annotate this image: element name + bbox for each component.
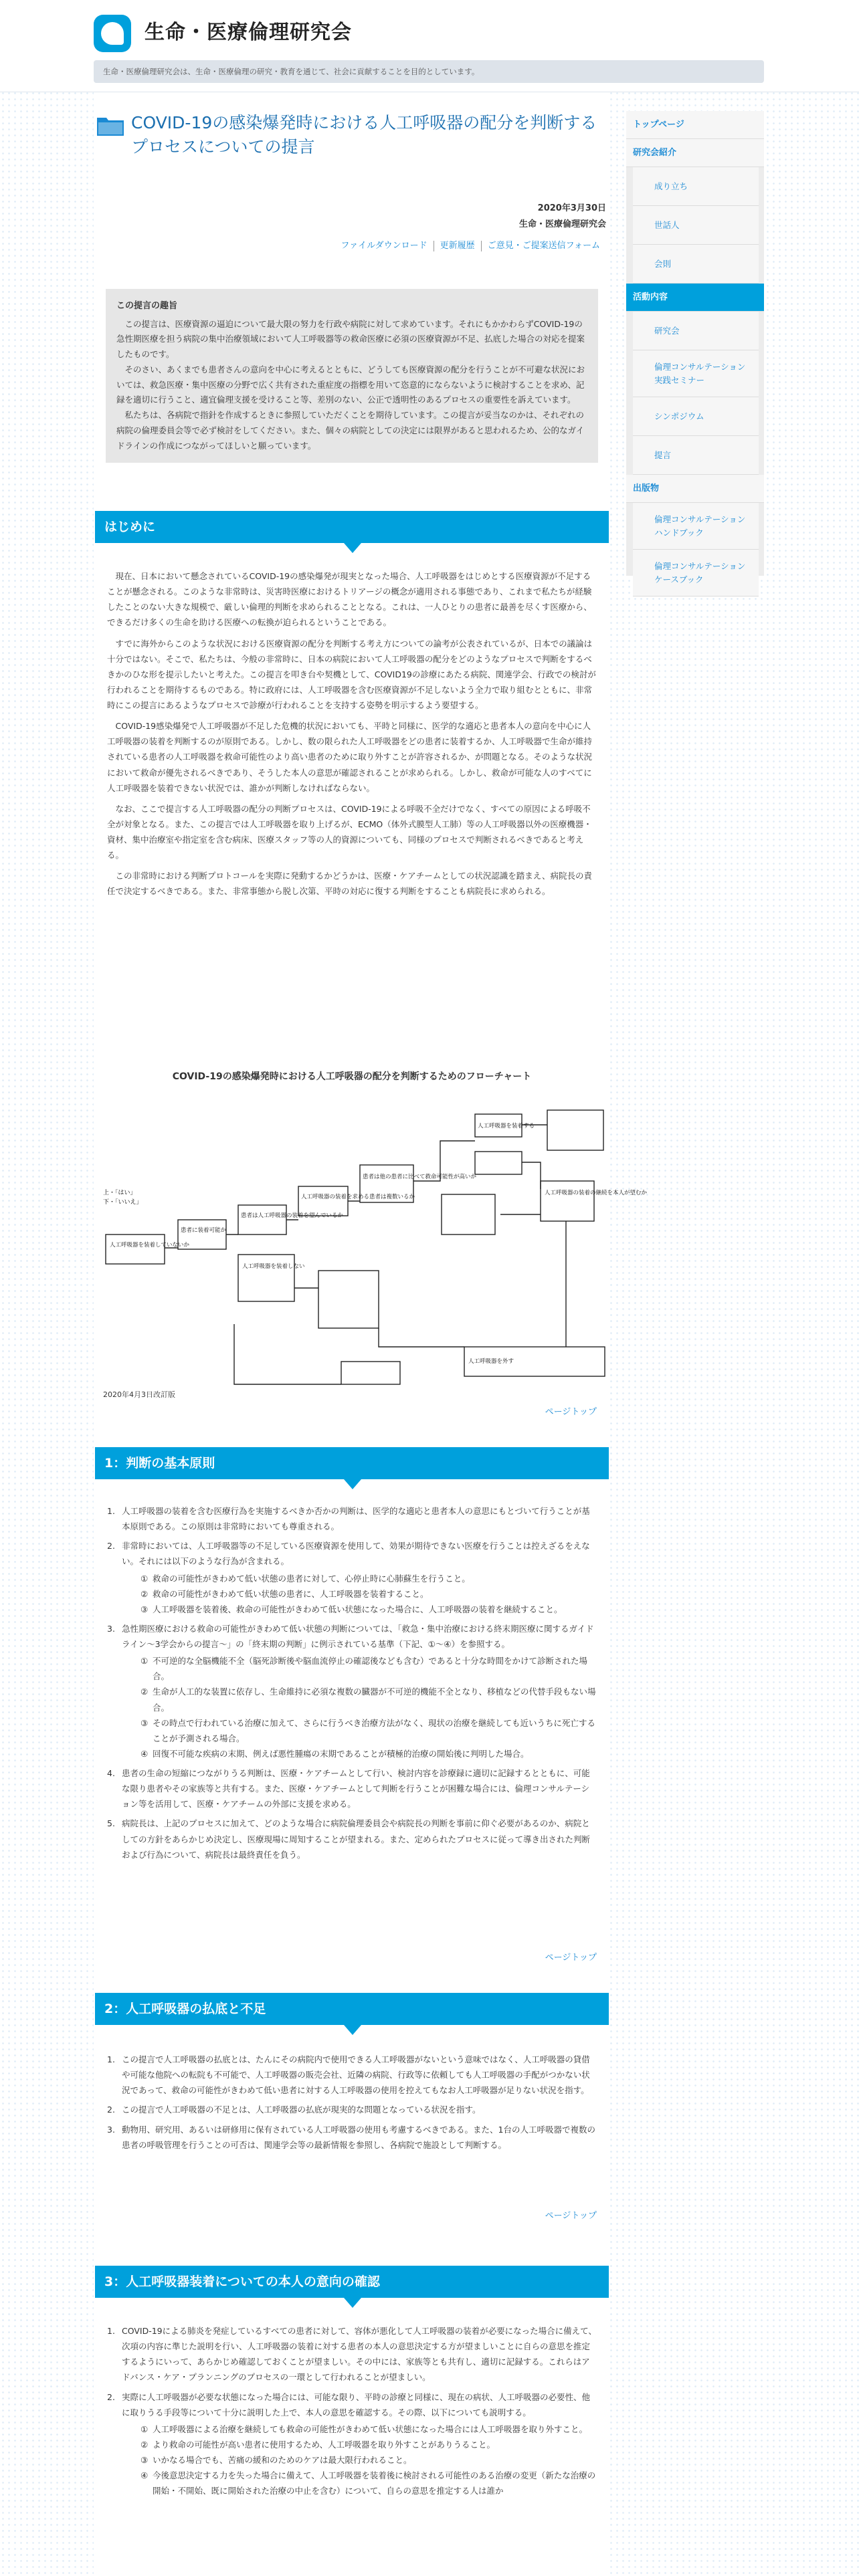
list-text: 非常時においては、人工呼吸器等の不足している医療資源を使用して、効果が期待できない医療を行うことは控えざるをえない。それには以下のような行為が含まれる。: [122, 1541, 590, 1567]
file-download-link[interactable]: ファイルダウンロード: [341, 241, 427, 251]
sub-list-number: ④: [140, 2470, 149, 2481]
list-text: COVID-19による肺炎を発症しているすべての患者に対して、容体が悪化して人工呼吸器の装着が必要になった場合に備えて、次項の内容に準じた説明を行い、人工呼吸器の装着に対する患者の本人の意思決定する方が望ましいことに自らの意思を推定するようにいって、あらかじめ確認しておくことが望ましい。その中には、家族等とも共有し、適切に記録する。これらはアドバンス・ケア・プランニングのプロセスの一環として行われることが望ましい。: [122, 2326, 597, 2383]
list-number: 5.: [107, 1818, 115, 1829]
consent-list: [107, 2323, 597, 2498]
list-text: この提言で人工呼吸器の不足とは、人工呼吸器の払底が現実的な問題となっている状況を指す。: [122, 2105, 481, 2115]
sidebar-section-1[interactable]: 研究会紹介: [626, 139, 764, 167]
list-item: [107, 2052, 597, 2098]
list-text: 動物用、研究用、あるいは研修用に保有されている人工呼吸器の使用も考慮するべきである。また、1台の人工呼吸器で複数の患者の呼吸管理を行うことの可否は、関連学会等の最新情報を参照し、各病院で施設として判断する。: [122, 2124, 595, 2150]
sidebar-item[interactable]: 倫理コンサルテーション実践セミナー: [633, 350, 759, 397]
sidebar-item[interactable]: シンポジウム: [633, 397, 759, 436]
list-text: この提言で人工呼吸器の払底とは、たんにその病院内で使用できる人工呼吸器がないという意味ではなく、人工呼吸器の貸借や可能な他院への転院も不可能で、人工呼吸器の販売会社、近隣の病院、行政等に依頼しても人工呼吸器の手配がつかない状況であって、救命の可能性がきわめて低い患者に対する人工呼吸器の使用を控えてもなお人工呼吸器が足りない状況を指す。: [122, 2054, 590, 2096]
list-item: [107, 1538, 597, 1617]
sub-list-number: ③: [140, 1717, 149, 1728]
sub-list-text: 人工呼吸器による治療を継続しても救命の可能性がきわめて低い状態になった場合には人工呼吸器を取り外すこと。: [153, 2424, 588, 2434]
flowchart-node: 人工呼吸器を外す: [468, 1358, 514, 1365]
site-logo[interactable]: [94, 15, 131, 52]
list-item: [107, 2102, 597, 2117]
paragraph: すでに海外からこのような状況における医療資源の配分を判断する考え方についての論考が公表されているが、日本での議論は十分ではない。そこで、私たちは、今般の非常時に、日本の病院において人工呼吸器の配分をどのようなプロセスで判断をするべきかのひな形を提示したいと考えた。この提言を叩き台や契機として、COVID19の診療にあたる病院、関連学会、行政での検討が行われることを期待するものである。特に政府には、人工呼吸器を含む医療資源が不足しないよう全力で取り組むとともに、非常時にこの提言にあるようなプロセスで診療が行われることを支持する姿勢を明示するよう要望する。: [107, 638, 596, 710]
sidebar-item[interactable]: 提言: [633, 436, 759, 475]
feedback-form-link[interactable]: ご意見・ご提案送信フォーム: [481, 241, 606, 251]
section-2-body: [107, 2052, 597, 2157]
list-item: [107, 1765, 597, 1812]
sub-list-number: ④: [140, 1748, 149, 1759]
list-text: 実際に人工呼吸器が必要な状態になった場合には、可能な限り、平時の診療と同様に、現在の病状、人工呼吸器の必要性、他に取りうる手段等について十分に説明した上で、本人の意思を確認する。その際、以下についても説明する。: [122, 2391, 591, 2418]
list-number: 2.: [107, 1541, 115, 1551]
abstract-paragraph: この提言は、医療資源の逼迫について最大限の努力を行政や病院に対して求めています。それにもかかわらずCOVID-19の急性期医療を担う病院の集中治療領域において人工呼吸器等の救命医療に必須の医療資源が不足、払底した場合の対応を提案したものです。: [116, 318, 585, 360]
flowchart-title: COVID-19の感染爆発時における人工呼吸器の配分を判断するためのフローチャート: [172, 1071, 532, 1082]
sub-list-item: [140, 1684, 597, 1715]
sub-list-number: ①: [140, 2424, 149, 2434]
sub-list-item: [140, 1586, 597, 1602]
sub-list-number: ①: [140, 1573, 149, 1584]
sub-list-item: [140, 2437, 597, 2452]
sidebar-nav: [626, 111, 764, 584]
list-number: 1.: [107, 2054, 115, 2064]
sub-list-item: [140, 1602, 597, 1617]
sub-list-item: [140, 1715, 597, 1746]
flowchart-node: 人工呼吸器の装着の継続を本人が望むか: [545, 1190, 648, 1196]
section-heading-intro: はじめに: [95, 511, 609, 543]
section-heading-3: 3：人工呼吸器装着についての本人の意向の確認: [95, 2266, 609, 2298]
list-item: [107, 2122, 597, 2153]
paragraph: COVID-19感染爆発で人工呼吸器が不足した危機的状況においても、平時と同様に、医学的な適応と患者本人の意向を中心に人工呼吸器の装着を判断するのが原則である。しかし、数の限られた人工呼吸器をどの患者に装着するか、人工呼吸器で生命が維持されている患者の人工呼吸器を救命可能性のより高い患者のために取り外すことが許容されるか、が問題となる。そのような状況において救命が優先されるべきであり、そうした本人の意思が確認されることが求められる。しかし、救命が可能な人のすべてに人工呼吸器を装着できない状況では、誰かが判断しなければならない。: [107, 721, 593, 793]
list-number: 1.: [107, 1506, 115, 1516]
sidebar-section-2[interactable]: 活動内容: [626, 284, 764, 312]
sub-list-text: 人工呼吸器を装着後、救命の可能性がきわめて低い状態になった場合に、人工呼吸器の装着を継続すること。: [153, 1604, 563, 1614]
sidebar-item[interactable]: 研究会: [633, 312, 759, 350]
paragraph: 現在、日本において懸念されているCOVID-19の感染爆発が現実となった場合、人工呼吸器をはじめとする医療資源が不足することが懸念される。このような非常時は、災害時医療におけるトリアージの概念が適用される事態であり、これまで私たちが経験したことのない大きな規模で、厳しい倫理的判断を求められることとなる。これは、一人ひとりの患者に最善を尽くす医療から、できるだけ多くの生命を助ける医療への転換が迫られるということである。: [107, 571, 592, 628]
sidebar-item[interactable]: 倫理コンサルテーションハンドブック: [633, 503, 759, 550]
site-header: [0, 0, 859, 92]
sub-list-item: [140, 1653, 597, 1684]
sidebar-section-0[interactable]: トップページ: [626, 111, 764, 139]
sub-list-item: [140, 2468, 597, 2498]
sub-list-item: [140, 1571, 597, 1586]
shortage-list: [107, 2052, 597, 2153]
list-number: 3.: [107, 2124, 115, 2135]
list-number: 3.: [107, 1623, 115, 1634]
abstract-box: [106, 289, 598, 463]
sub-list-text: 救命の可能性がきわめて低い状態の患者に、人工呼吸器を装着すること。: [153, 1588, 429, 1599]
flowchart-diagram: [100, 1087, 648, 1388]
sub-list-text: より救命の可能性が高い患者に使用するため、人工呼吸器を取り外すことがありうること。: [153, 2439, 496, 2450]
flowchart-node: 人工呼吸器を装着する: [478, 1123, 535, 1130]
list-text: 急性期医療における救命の可能性がきわめて低い状態の判断については、「救急・集中治療における終末期医療に関するガイドライン〜3学会からの提言〜」の「終末期の判断」に例示されている基準（下記、①〜④）を参照する。: [122, 1623, 594, 1649]
sub-list-number: ③: [140, 2455, 149, 2465]
flowchart-legend-no: 下・「いいえ」: [103, 1199, 142, 1206]
list-item: [107, 2323, 597, 2385]
flowchart-node: 人工呼吸器の装着を求める患者は複数いるか: [301, 1194, 415, 1200]
section-1-body: [107, 1503, 597, 1866]
sub-list-text: その時点で行われている治療に加えて、さらに行うべき治療方法がなく、現状の治療を継続しても近いうちに死亡することが予測される場合。: [153, 1717, 596, 1743]
sidebar-section-3[interactable]: 出版物: [626, 475, 764, 503]
sub-list-number: ②: [140, 1687, 149, 1697]
flowchart-node: 患者は他の患者に比べて救命可能性が高いか: [363, 1174, 477, 1180]
list-item: [107, 1816, 597, 1862]
sub-list-number: ②: [140, 1588, 149, 1599]
list-text: 患者の生命の短縮につながりうる判断は、医療・ケアチームとして行い、検討内容を診療録に適切に記録するとともに、可能な限り患者やその家族等と共有する。また、医療・ケアチームとして判断を行うことが困難な場合には、倫理コンサルテーション等を活用して、医療・ケアチームの外部に支援を求める。: [122, 1768, 590, 1810]
site-title[interactable]: 生命・医療倫理研究会: [145, 21, 352, 44]
intro-body: [107, 568, 597, 905]
section-heading-1: 1：判断の基本原則: [95, 1447, 609, 1479]
document-links: [335, 241, 606, 251]
list-item: [107, 1503, 597, 1534]
flowchart-node: 人工呼吸器を装着していないか: [110, 1242, 190, 1249]
page-top-link[interactable]: ページトップ: [545, 1407, 597, 1417]
sub-list-text: 生命が人工的な装置に依存し、生命維持に必須な複数の臓器が不可逆的機能不全となり、移植などの代替手段もない場合。: [153, 1687, 596, 1713]
list-text: 人工呼吸器の装着を含む医療行為を実施するべきか否かの判断は、医学的な適応と患者本人の意思にもとづいて行うことが基本原則である。この原則は非常時においても尊重される。: [122, 1506, 590, 1532]
abstract-paragraph: そのさい、あくまでも患者さんの意向を中心に考えるとともに、どうしても医療資源の配分を行うことが不可避な状況においては、救急医療・集中医療の分野で広く共有された重症度の指標を用いて恣意的にならないように検討することを求め、記録を適切に行うこと、適宜倫理支援を受けること等、差別のない、公正で透明性のあるプロセスの重要性を訴えています。: [116, 364, 585, 405]
list-item: [107, 1621, 597, 1761]
list-number: 4.: [107, 1768, 115, 1778]
page-title: COVID-19の感染爆発時における人工呼吸器の配分を判断するプロセスについての提言: [131, 113, 597, 156]
abstract-paragraph: 私たちは、各病院で指針を作成するときに参照していただくことを期待しています。この提言が妥当なのかは、それぞれの病院の倫理委員会等で必ず検討をしてください。また、個々の病院としての決定には限界があると思われるため、公的なガイドラインの作成につながってほしいと願っています。: [116, 410, 585, 451]
principles-list: [107, 1503, 597, 1862]
sub-list-text: 不可逆的な全脳機能不全（脳死診断後や脳血流停止の確認後なども含む）であると十分な時間をかけて診断された場合。: [153, 1656, 588, 1682]
section-3-body: [107, 2323, 597, 2502]
update-history-link[interactable]: 更新履歴: [434, 241, 481, 251]
site-tagline: 生命・医療倫理研究会は、生命・医療倫理の研究・教育を通じて、社会に貢献することを目的としています。: [94, 60, 764, 83]
page-top-link[interactable]: ページトップ: [545, 2211, 597, 2221]
list-number: 2.: [107, 2391, 115, 2402]
folder-icon: [96, 115, 124, 136]
author-org: 生命・医療倫理研究会: [518, 219, 606, 229]
list-number: 1.: [107, 2326, 115, 2336]
sidebar-item[interactable]: 成り立ち: [633, 167, 759, 206]
flowchart-revision-date: 2020年4月3日改訂版: [103, 1390, 175, 1399]
sidebar-item[interactable]: 世話人: [633, 206, 759, 245]
sub-list-item: [140, 1746, 597, 1761]
section-heading-2: 2：人工呼吸器の払底と不足: [95, 1993, 609, 2025]
sub-list-number: ②: [140, 2439, 149, 2450]
flowchart-node: 人工呼吸器を装着しない: [242, 1263, 305, 1270]
sub-list-number: ①: [140, 1656, 149, 1667]
list-number: 2.: [107, 2105, 115, 2115]
sidebar-item[interactable]: 倫理コンサルテーションケースブック: [633, 550, 759, 597]
sub-list-item: [140, 2452, 597, 2468]
abstract-title: この提言の趣旨: [116, 301, 178, 311]
publish-date: 2020年3月30日: [537, 203, 606, 213]
paragraph: この非常時における判断プロトコールを実際に発動するかどうかは、医療・ケアチームとしての状況認識を踏まえ、病院長の責任で決定するべきである。また、非常事態から脱し次第、平時の対応に復する判断をすることも病院長に求められる。: [107, 871, 593, 897]
list-item: [107, 2389, 597, 2499]
page-top-link[interactable]: ページトップ: [545, 1953, 597, 1963]
sub-list-text: 救命の可能性がきわめて低い状態の患者に対して、心停止時に心肺蘇生を行うこと。: [153, 1573, 470, 1584]
flowchart-node: 患者は人工呼吸器の装着を望んでいるか: [241, 1212, 344, 1219]
flowchart-node: 患者に装着可能か: [181, 1227, 227, 1234]
sub-list-text: 回復不可能な疾病の末期、例えば悪性腫瘍の末期であることが積極的治療の開始後に判明した場合。: [153, 1748, 529, 1759]
sub-list-number: ③: [140, 1604, 149, 1614]
sub-list-text: いかなる場合でも、苦痛の緩和のためのケアは最大限行われること。: [153, 2455, 412, 2465]
list-text: 病院長は、上記のプロセスに加えて、どのような場合に病院倫理委員会や病院長の判断を事前に仰ぐ必要があるのか、病院としての方針をあらかじめ決定し、医療現場に周知することが望まれる。また、定められたプロセスに従って導き出された判断および行為について、病院長は最終責任を負う。: [122, 1818, 591, 1860]
paragraph: なお、ここで提言する人工呼吸器の配分の判断プロセスは、COVID-19による呼吸不全だけでなく、すべての原因による呼吸不全が対象となる。また、この提言では人工呼吸器を取り上げるが、ECMO（体外式膜型人工肺）等の人工呼吸器以外の医療機器・資材、集中治療室や指定室を含む病床、医療スタッフ等の人的資源についても、同様のプロセスで判断されるべきであると考える。: [107, 803, 592, 861]
sidebar-item[interactable]: 会則: [633, 245, 759, 284]
sub-list-text: 今後意思決定する力を失った場合に備えて、人工呼吸器を装着後に検討される可能性のある治療の変更（新たな治療の開始・不開始、既に開始された治療の中止を含む）について、自らの意思を推定する人は誰か: [153, 2470, 596, 2496]
sub-list-item: [140, 2422, 597, 2437]
flowchart-legend-yes: 上・「はい」: [103, 1190, 136, 1196]
